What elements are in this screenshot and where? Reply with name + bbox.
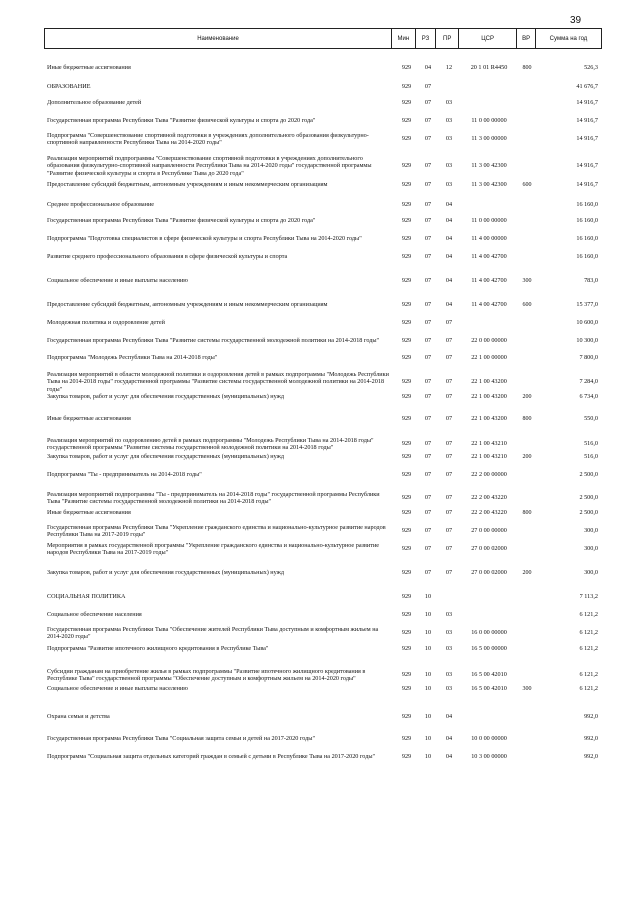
cell-csr: 11 3 00 42300 bbox=[471, 181, 507, 189]
cell-min: 929 bbox=[401, 753, 412, 761]
cell-sum: 300,0 bbox=[584, 527, 598, 535]
cell-name: Социальное обеспечение и иные выплаты населению bbox=[47, 277, 188, 285]
cell-sum: 992,0 bbox=[584, 753, 598, 761]
cell-csr: 22 1 00 43200 bbox=[471, 393, 507, 401]
cell-sum: 2 500,0 bbox=[579, 509, 598, 517]
cell-pr: 03 bbox=[445, 135, 453, 143]
table-row bbox=[44, 82, 602, 92]
cell-pr: 04 bbox=[445, 217, 453, 225]
cell-name: Государственная программа Республики Тыва "Обеспечение жителей Республики Тыва доступным и комфортным жильем на 2014-2020 годы" bbox=[47, 625, 379, 640]
cell-vr: 300 bbox=[522, 277, 532, 284]
cell-name: Закупка товаров, работ и услуг для обеспечения государственных (муниципальных) нужд bbox=[47, 569, 285, 577]
cell-pr: 03 bbox=[445, 629, 453, 637]
cell-csr: 11 4 00 00000 bbox=[471, 235, 507, 243]
cell-pr: 07 bbox=[445, 453, 453, 461]
cell-name: Государственная программа Республики Тыва "Социальная защита семьи и детей на 2017-2020 годы" bbox=[47, 735, 315, 743]
cell-min: 929 bbox=[401, 440, 412, 448]
cell-min: 929 bbox=[401, 569, 412, 577]
cell-sum: 14 916,7 bbox=[576, 99, 598, 107]
cell-min: 929 bbox=[401, 64, 412, 72]
cell-rz: 07 bbox=[424, 527, 432, 535]
cell-name: Реализация мероприятий в области молодежной политики и оздоровления детей в рамках подпрограммы "Молодежь Республики Тыва на 2014-2018 годы" государственной программы "Развитие системы государственной молодежной политики на 2014-2018 годы" bbox=[47, 371, 389, 393]
cell-vr: 600 bbox=[522, 301, 532, 308]
cell-sum: 10 300,0 bbox=[576, 337, 598, 345]
cell-min: 929 bbox=[401, 471, 412, 479]
cell-pr: 04 bbox=[445, 201, 453, 209]
cell-pr: 04 bbox=[445, 713, 453, 721]
cell-name: Подпрограмма "Ты - предприниматель на 2014-2018 годы" bbox=[47, 471, 202, 479]
cell-rz: 07 bbox=[424, 471, 432, 479]
table-row bbox=[44, 116, 602, 126]
cell-name: Мероприятия в рамках государственной программы "Укрепление гражданского единства и национально-культурное развитие народов Республики Тыва на 2017-2019 годы" bbox=[47, 541, 379, 556]
cell-pr: 07 bbox=[445, 440, 453, 448]
cell-sum: 7 284,0 bbox=[579, 378, 598, 386]
cell-rz: 07 bbox=[424, 99, 432, 107]
table-row bbox=[44, 132, 602, 146]
cell-min: 929 bbox=[401, 135, 412, 143]
cell-csr: 22 1 00 43210 bbox=[471, 440, 507, 448]
cell-sum: 2 500,0 bbox=[579, 494, 598, 502]
cell-rz: 07 bbox=[424, 253, 432, 261]
cell-pr: 03 bbox=[445, 117, 453, 125]
cell-sum: 6 121,2 bbox=[579, 611, 598, 619]
cell-rz: 04 bbox=[424, 64, 432, 72]
header-vr: ВР bbox=[517, 29, 536, 48]
table-row bbox=[44, 98, 602, 108]
cell-min: 929 bbox=[401, 319, 412, 327]
cell-pr: 07 bbox=[445, 471, 453, 479]
cell-sum: 16 160,0 bbox=[576, 235, 598, 243]
cell-csr: 22 0 00 00000 bbox=[471, 337, 507, 345]
cell-rz: 07 bbox=[424, 354, 432, 362]
cell-min: 929 bbox=[401, 277, 412, 285]
table-row bbox=[44, 750, 602, 764]
cell-vr: 800 bbox=[522, 415, 532, 422]
cell-min: 929 bbox=[401, 235, 412, 243]
header-pr: ПР bbox=[436, 29, 459, 48]
cell-min: 929 bbox=[401, 117, 412, 125]
cell-min: 929 bbox=[401, 713, 412, 721]
header-sum: Сумма на год bbox=[549, 35, 588, 42]
cell-min: 929 bbox=[401, 217, 412, 225]
cell-pr: 07 bbox=[445, 494, 453, 502]
cell-csr: 20 1 01 R4450 bbox=[470, 64, 508, 72]
cell-csr: 16 5 00 42010 bbox=[471, 671, 507, 679]
cell-min: 929 bbox=[401, 99, 412, 107]
table-row bbox=[44, 272, 602, 290]
cell-sum: 14 916,7 bbox=[576, 162, 598, 170]
cell-rz: 07 bbox=[424, 393, 432, 401]
cell-csr: 11 4 00 42700 bbox=[471, 253, 507, 261]
cell-rz: 07 bbox=[424, 415, 432, 423]
cell-csr: 16 5 00 00000 bbox=[471, 645, 507, 653]
cell-pr: 03 bbox=[445, 181, 453, 189]
page-number: 39 bbox=[570, 15, 582, 26]
cell-sum: 14 916,7 bbox=[576, 181, 598, 189]
table-row bbox=[44, 294, 602, 316]
cell-pr: 03 bbox=[445, 99, 453, 107]
table-row bbox=[44, 592, 602, 602]
cell-csr: 27 0 00 00000 bbox=[471, 527, 507, 535]
cell-min: 929 bbox=[401, 545, 412, 553]
table-row bbox=[44, 412, 602, 426]
cell-min: 929 bbox=[401, 671, 412, 679]
cell-sum: 6 121,2 bbox=[579, 629, 598, 637]
cell-name: Развитие среднего профессионального образования в сфере физической культуры и спорта bbox=[47, 253, 288, 261]
table-row bbox=[44, 200, 602, 210]
cell-name: Иные бюджетные ассигнования bbox=[47, 64, 131, 72]
cell-rz: 10 bbox=[424, 645, 432, 653]
cell-csr: 16 0 00 00000 bbox=[471, 629, 507, 637]
cell-pr: 03 bbox=[445, 685, 453, 693]
cell-min: 929 bbox=[401, 611, 412, 619]
cell-rz: 07 bbox=[424, 453, 432, 461]
cell-csr: 11 3 00 00000 bbox=[471, 135, 507, 143]
cell-csr: 11 4 00 42700 bbox=[471, 301, 507, 309]
table-row bbox=[44, 353, 602, 363]
cell-name: Социальное обеспечение и иные выплаты населению bbox=[47, 685, 188, 693]
cell-rz: 07 bbox=[424, 545, 432, 553]
cell-name: Закупка товаров, работ и услуг для обеспечения государственных (муниципальных) нужд bbox=[47, 393, 285, 401]
cell-pr: 04 bbox=[445, 735, 453, 743]
cell-pr: 12 bbox=[445, 64, 453, 72]
cell-min: 929 bbox=[401, 685, 412, 693]
cell-vr: 200 bbox=[522, 453, 532, 460]
table-row bbox=[44, 712, 602, 722]
cell-rz: 10 bbox=[424, 735, 432, 743]
cell-min: 929 bbox=[401, 393, 412, 401]
cell-pr: 07 bbox=[445, 319, 453, 327]
cell-name: Охрана семьи и детства bbox=[47, 713, 110, 721]
cell-rz: 07 bbox=[424, 217, 432, 225]
cell-pr: 07 bbox=[445, 337, 453, 345]
cell-rz: 07 bbox=[424, 277, 432, 285]
cell-pr: 07 bbox=[445, 527, 453, 535]
cell-sum: 7 800,0 bbox=[579, 354, 598, 362]
cell-rz: 07 bbox=[424, 162, 432, 170]
cell-csr: 27 0 00 02000 bbox=[471, 569, 507, 577]
cell-csr: 16 5 00 42010 bbox=[471, 685, 507, 693]
cell-csr: 22 2 00 43220 bbox=[471, 509, 507, 517]
cell-name: Иные бюджетные ассигнования bbox=[47, 415, 131, 423]
cell-name: Подпрограмма "Подготовка специалистов в сфере физической культуры и спорта Республики Тыва на 2014-2020 годы" bbox=[47, 235, 362, 243]
cell-pr: 07 bbox=[445, 569, 453, 577]
cell-sum: 15 377,0 bbox=[576, 301, 598, 309]
cell-csr: 22 1 00 43210 bbox=[471, 453, 507, 461]
cell-rz: 07 bbox=[424, 319, 432, 327]
table-row bbox=[44, 610, 602, 620]
cell-vr: 200 bbox=[522, 393, 532, 400]
cell-min: 929 bbox=[401, 415, 412, 423]
cell-name: Предоставление субсидий бюджетным, автономным учреждениям и иным некоммерческим организациям bbox=[47, 181, 328, 189]
cell-rz: 07 bbox=[424, 181, 432, 189]
cell-vr: 800 bbox=[522, 64, 532, 71]
table-row bbox=[44, 216, 602, 226]
cell-sum: 6 121,2 bbox=[579, 685, 598, 693]
cell-sum: 7 113,2 bbox=[579, 593, 598, 601]
cell-csr: 22 2 00 00000 bbox=[471, 471, 507, 479]
table-row bbox=[44, 176, 602, 194]
cell-min: 929 bbox=[401, 301, 412, 309]
cell-sum: 2 500,0 bbox=[579, 471, 598, 479]
cell-sum: 516,0 bbox=[584, 453, 598, 461]
cell-pr: 03 bbox=[445, 611, 453, 619]
cell-min: 929 bbox=[401, 253, 412, 261]
table-row bbox=[44, 626, 602, 640]
table-row bbox=[44, 524, 602, 538]
cell-rz: 07 bbox=[424, 135, 432, 143]
cell-sum: 41 676,7 bbox=[576, 83, 598, 91]
cell-sum: 16 160,0 bbox=[576, 253, 598, 261]
cell-csr: 27 0 00 02000 bbox=[471, 545, 507, 553]
cell-pr: 04 bbox=[445, 277, 453, 285]
cell-sum: 783,0 bbox=[584, 277, 598, 285]
cell-pr: 07 bbox=[445, 509, 453, 517]
cell-sum: 550,0 bbox=[584, 415, 598, 423]
cell-pr: 04 bbox=[445, 253, 453, 261]
cell-name: Молодежная политика и оздоровление детей bbox=[47, 319, 165, 327]
cell-min: 929 bbox=[401, 527, 412, 535]
cell-min: 929 bbox=[401, 509, 412, 517]
cell-sum: 300,0 bbox=[584, 569, 598, 577]
cell-pr: 07 bbox=[445, 393, 453, 401]
table-header bbox=[44, 28, 602, 49]
cell-rz: 07 bbox=[424, 117, 432, 125]
cell-rz: 07 bbox=[424, 509, 432, 517]
cell-name: Государственная программа Республики Тыва "Развитие системы государственной молодежной политики на 2014-2018 годы" bbox=[47, 337, 380, 345]
cell-csr: 22 1 00 43200 bbox=[471, 415, 507, 423]
budget-table bbox=[44, 28, 602, 761]
cell-csr: 11 4 00 42700 bbox=[471, 277, 507, 285]
cell-min: 929 bbox=[401, 453, 412, 461]
cell-min: 929 bbox=[401, 337, 412, 345]
cell-sum: 16 160,0 bbox=[576, 217, 598, 225]
cell-pr: 07 bbox=[445, 378, 453, 386]
table-row bbox=[44, 542, 602, 556]
table-row bbox=[44, 470, 602, 480]
cell-sum: 6 734,0 bbox=[579, 393, 598, 401]
cell-name: Реализация мероприятий подпрограммы "Совершенствование спортивной подготовки в учреждениях дополнительного образования физкультурно-спортивной направленности Республики Тыва на 2014-2020 годы" государственной программы "Развитие физической культуры и спорта в Республике Тыва до 2020 года" bbox=[47, 155, 372, 177]
cell-rz: 07 bbox=[424, 235, 432, 243]
cell-rz: 10 bbox=[424, 671, 432, 679]
cell-min: 929 bbox=[401, 201, 412, 209]
cell-rz: 07 bbox=[424, 301, 432, 309]
table-row bbox=[44, 644, 602, 654]
cell-pr: 03 bbox=[445, 645, 453, 653]
cell-sum: 14 916,7 bbox=[576, 135, 598, 143]
cell-name: Подпрограмма "Развитие ипотечного жилищного кредитования в Республике Тыва" bbox=[47, 645, 269, 653]
cell-min: 929 bbox=[401, 645, 412, 653]
cell-rz: 07 bbox=[424, 378, 432, 386]
cell-csr: 22 1 00 00000 bbox=[471, 354, 507, 362]
cell-min: 929 bbox=[401, 735, 412, 743]
cell-rz: 07 bbox=[424, 83, 432, 91]
cell-pr: 07 bbox=[445, 354, 453, 362]
cell-vr: 600 bbox=[522, 181, 532, 188]
cell-sum: 992,0 bbox=[584, 713, 598, 721]
cell-pr: 03 bbox=[445, 671, 453, 679]
cell-sum: 14 916,7 bbox=[576, 117, 598, 125]
header-name: Наименование bbox=[45, 29, 392, 48]
cell-csr: 10 0 00 00000 bbox=[471, 735, 507, 743]
cell-rz: 10 bbox=[424, 611, 432, 619]
header-min: Мин bbox=[392, 29, 416, 48]
cell-rz: 10 bbox=[424, 713, 432, 721]
table-row bbox=[44, 566, 602, 580]
header-rz: РЗ bbox=[416, 29, 437, 48]
table-row bbox=[44, 682, 602, 696]
cell-vr: 200 bbox=[522, 569, 532, 576]
cell-name: Дополнительное образование детей bbox=[47, 99, 142, 107]
cell-name: Закупка товаров, работ и услуг для обеспечения государственных (муниципальных) нужд bbox=[47, 453, 285, 461]
table-row bbox=[44, 57, 602, 79]
cell-name: Подпрограмма "Совершенствование спортивной подготовки в учреждениях дополнительного образования физкультурно-спортивной направленности Республики Тыва на 2014-2020 годы" bbox=[47, 131, 369, 146]
cell-min: 929 bbox=[401, 629, 412, 637]
table-row bbox=[44, 390, 602, 404]
cell-rz: 07 bbox=[424, 494, 432, 502]
cell-name: Среднее профессиональное образование bbox=[47, 201, 155, 209]
cell-csr: 11 0 00 00000 bbox=[471, 217, 507, 225]
table-row bbox=[44, 450, 602, 464]
cell-csr: 22 1 00 43200 bbox=[471, 378, 507, 386]
cell-csr: 22 2 00 43220 bbox=[471, 494, 507, 502]
cell-rz: 10 bbox=[424, 593, 432, 601]
cell-name: Государственная программа Республики Тыва "Развитие физической культуры и спорта до 2020 года" bbox=[47, 217, 316, 225]
table-row bbox=[44, 252, 602, 262]
cell-csr: 11 0 00 00000 bbox=[471, 117, 507, 125]
cell-rz: 10 bbox=[424, 685, 432, 693]
cell-rz: 07 bbox=[424, 337, 432, 345]
cell-rz: 10 bbox=[424, 629, 432, 637]
cell-rz: 07 bbox=[424, 201, 432, 209]
cell-name: Государственная программа Республики Тыва "Развитие физической культуры и спорта до 2020 года" bbox=[47, 117, 316, 125]
cell-sum: 516,0 bbox=[584, 440, 598, 448]
cell-sum: 300,0 bbox=[584, 545, 598, 553]
cell-sum: 6 121,2 bbox=[579, 671, 598, 679]
cell-min: 929 bbox=[401, 494, 412, 502]
table-row bbox=[44, 734, 602, 744]
cell-csr: 11 3 00 42300 bbox=[471, 162, 507, 170]
cell-pr: 04 bbox=[445, 301, 453, 309]
cell-vr: 800 bbox=[522, 509, 532, 516]
cell-min: 929 bbox=[401, 83, 412, 91]
cell-vr: 300 bbox=[522, 685, 532, 692]
cell-min: 929 bbox=[401, 162, 412, 170]
cell-sum: 6 121,2 bbox=[579, 645, 598, 653]
cell-min: 929 bbox=[401, 354, 412, 362]
cell-name: Реализация мероприятий подпрограммы "Ты - предприниматель на 2014-2018 годы" государственной программы Республики Тыва "Развитие системы государственной молодежной политики на 2014-2018 годы" bbox=[47, 490, 380, 505]
cell-rz: 07 bbox=[424, 569, 432, 577]
cell-name: Социальное обеспечение населения bbox=[47, 611, 142, 619]
cell-name: Государственная программа Республики Тыва "Укрепление гражданского единства и национально-культурное развитие народов Республики Тыва на 2017-2019 годы" bbox=[47, 523, 386, 538]
cell-name: Иные бюджетные ассигнования bbox=[47, 509, 131, 517]
cell-name: ОБРАЗОВАНИЕ bbox=[47, 83, 91, 91]
cell-sum: 992,0 bbox=[584, 735, 598, 743]
cell-name: Подпрограмма "Молодежь Республики Тыва на 2014-2018 годы" bbox=[47, 354, 218, 362]
cell-min: 929 bbox=[401, 593, 412, 601]
cell-pr: 03 bbox=[445, 162, 453, 170]
cell-name: Предоставление субсидий бюджетным, автономным учреждениям и иным некоммерческим организациям bbox=[47, 301, 328, 309]
cell-pr: 04 bbox=[445, 235, 453, 243]
cell-sum: 10 600,0 bbox=[576, 319, 598, 327]
table-row bbox=[44, 506, 602, 520]
table-row bbox=[44, 232, 602, 246]
cell-min: 929 bbox=[401, 378, 412, 386]
cell-name: СОЦИАЛЬНАЯ ПОЛИТИКА bbox=[47, 593, 126, 601]
cell-name: Субсидии гражданам на приобретение жилья в рамках подпрограммы "Развитие ипотечного жилищного кредитования в Республике Тыва" государственной программы "Обеспечение доступным и комфортным жильем на 2014-2020 годы" bbox=[47, 667, 366, 682]
table-row bbox=[44, 334, 602, 348]
header-csr: ЦСР bbox=[459, 29, 517, 48]
cell-csr: 10 3 00 00000 bbox=[471, 753, 507, 761]
cell-sum: 526,3 bbox=[584, 64, 598, 72]
cell-rz: 10 bbox=[424, 753, 432, 761]
cell-pr: 04 bbox=[445, 753, 453, 761]
cell-rz: 07 bbox=[424, 440, 432, 448]
cell-pr: 07 bbox=[445, 545, 453, 553]
cell-pr: 07 bbox=[445, 415, 453, 423]
cell-name: Подпрограмма "Социальная защита отдельных категорий граждан в семьей с детьми в Республике Тыва на 2017-2020 годы" bbox=[47, 753, 376, 761]
cell-min: 929 bbox=[401, 181, 412, 189]
cell-name: Реализация мероприятий по оздоровлению детей в рамках подпрограммы "Молодежь Республики Тыва на 2014-2018 годы" государственной программы "Развитие системы государственной молодежной политики на 2014-2018 годы" bbox=[47, 436, 374, 451]
cell-sum: 16 160,0 bbox=[576, 201, 598, 209]
table-row bbox=[44, 318, 602, 328]
